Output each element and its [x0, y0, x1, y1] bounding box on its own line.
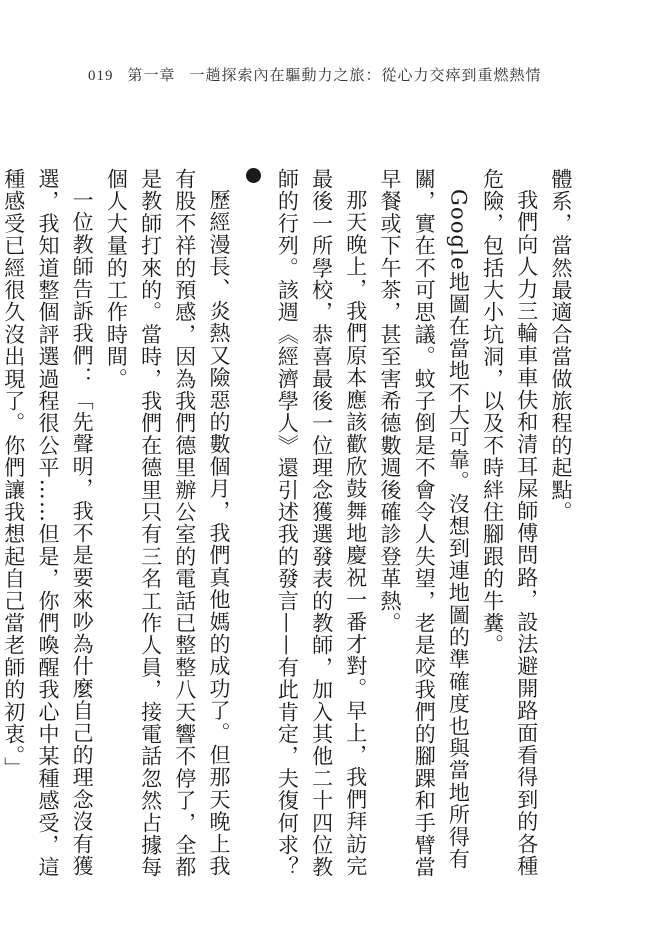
page-number: 019 — [88, 68, 114, 84]
chapter-label: 第一章 — [127, 68, 176, 84]
paragraph: 一位教師告訴我們：「先聲明，我不是要來吵為什麼自己的理念沒有獲選，我知道整個評選過程很公平……但是，你們喚醒我心中某種感受，這種感受已經很久沒出現了。你們讓我想起自己當老師的初衷。」 — [1, 168, 95, 879]
chapter-title: 一趟探索內在驅動力之旅：從心力交瘁到重燃熱情 — [189, 68, 542, 84]
body-text — [1, 168, 578, 888]
paragraph-text: 那天晚上，我們原本應該歡欣鼓舞地慶祝一番才對。早上，我們拜訪完最後一所學校，恭喜最後一位理念獲選發表的教師，加入其他二十四位教師的行列。該週《經濟學人》還引述我的發言——有此肯定，夫復何求？ — [275, 168, 368, 879]
paragraph: Google地圖在當地不大可靠。沒想到連地圖的準確度也與當地所得有關，實在不可思議。蚊子倒是不會令人失望，老是咬我們的腳踝和手臂當早餐或下午茶，甚至害希德數週後確診登革熱。 — [377, 168, 471, 879]
paragraph: 我們向人力三輪車車伕和清耳屎師傅問路，設法避開路面看得到的各種危險，包括大小坑洞，以及不時絆住腳跟的牛糞。 — [480, 168, 539, 878]
footnote-marker: 2 — [246, 168, 261, 183]
paragraph-with-footnote — [236, 168, 373, 888]
paragraph: 歷經漫長、炎熱又險惡的數個月，我們真他媽的成功了。但那天晚上我有股不祥的預感，因為我們德里辦公室的電話已整整八天響不停了，全都是教師打來的。當時，我們在德里只有三名工作人員，接電話忽然占據每個人大量的工作時間。 — [104, 168, 231, 879]
running-header — [88, 64, 542, 85]
paragraph: 體系，當然最適合當做旅程的起點。 — [549, 168, 573, 524]
